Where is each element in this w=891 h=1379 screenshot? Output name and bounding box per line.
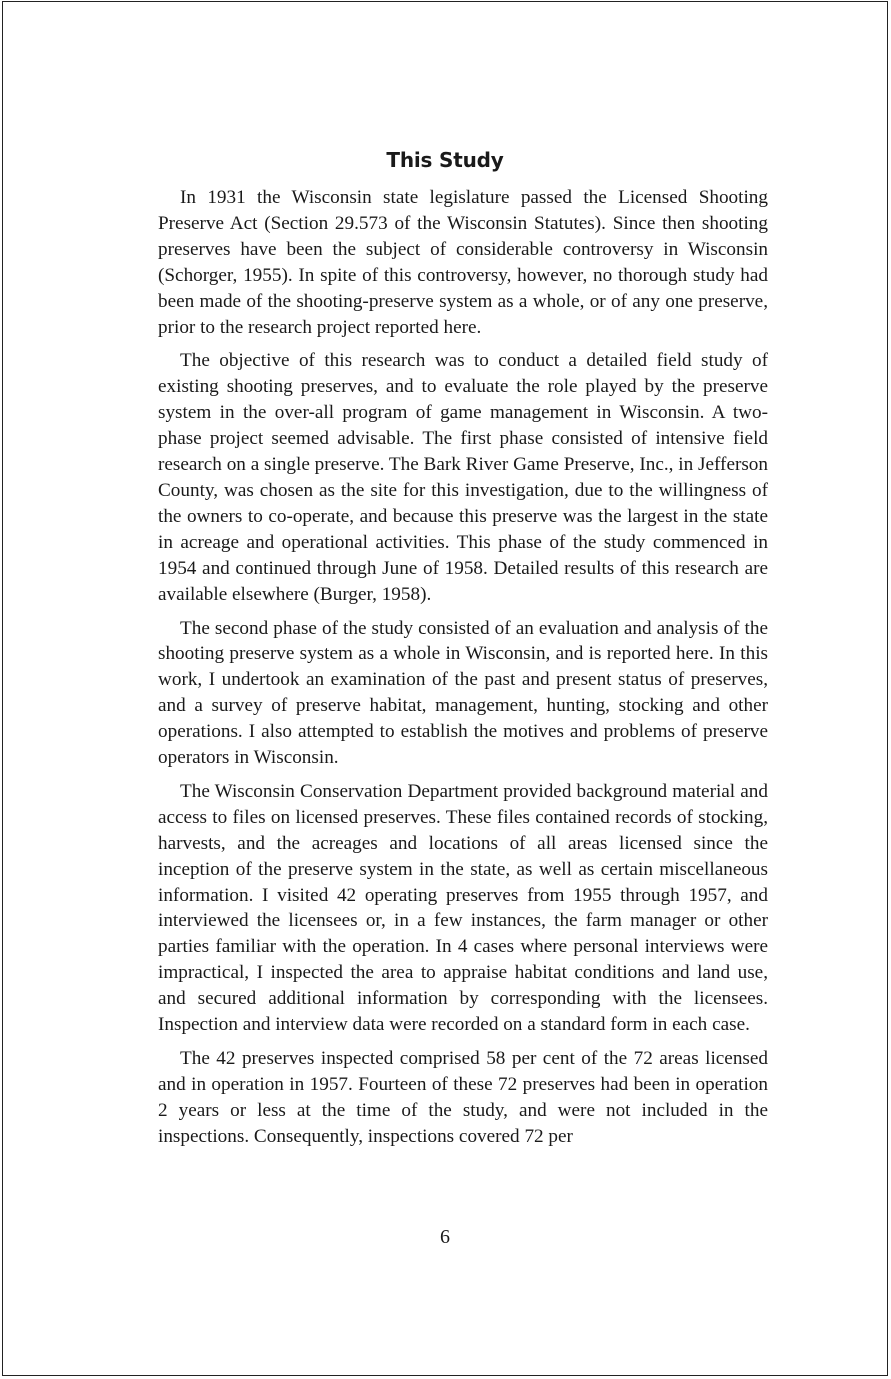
page-title: This Study	[386, 148, 504, 172]
document-page	[2, 1, 888, 1376]
body-text	[158, 185, 768, 1158]
paragraph-4: The Wisconsin Conservation Department provided background material and access to files on licensed preserves. These files contained records of stocking, harvests, and the acreages and locations of all areas licensed since the inception of the preserve system in the state, as well as certain miscellaneous information. I visited 42 operating preserves from 1955 through 1957, and interviewed the licensees or, in a few instances, the farm manager or other parties familiar with the operation. In 4 cases where personal interviews were impractical, I inspected the area to appraise habitat conditions and land use, and secured additional information by corresponding with the licensees. Inspection and interview data were recorded on a standard form in each case.	[158, 780, 768, 1036]
paragraph-5: The 42 preserves inspected comprised 58 per cent of the 72 areas licensed and in operation in 1957. Fourteen of these 72 preserves had been in operation 2 years or less at the time of the study, and were not included in the inspections. Consequently, inspections covered 72 per	[158, 1048, 768, 1147]
paragraph-1: In 1931 the Wisconsin state legislature passed the Licensed Shooting Preserve Act (Section 29.573 of the Wisconsin Statutes). Since then shooting preserves have been the subject of considerable controversy in Wisconsin (Schorger, 1955). In spite of this controversy, however, no thorough study had been made of the shooting-preserve system as a whole, or of any one preserve, prior to the research project reported here.	[158, 187, 768, 338]
page-number: 6	[440, 1226, 450, 1248]
paragraph-2: The objective of this research was to conduct a detailed field study of existing shooting preserves, and to evaluate the role played by the preserve system in the over-all program of game management in Wisconsin. A two-phase project seemed advisable. The first phase consisted of intensive field research on a single preserve. The Bark River Game Preserve, Inc., in Jefferson County, was chosen as the site for this investigation, due to the willingness of the owners to co-operate, and because this preserve was the largest in the state in acreage and operational activities. This phase of the study commenced in 1954 and continued through June of 1958. Detailed results of this research are available elsewhere (Burger, 1958).	[158, 350, 768, 605]
paragraph-3: The second phase of the study consisted of an evaluation and analysis of the shooting preserve system as a whole in Wisconsin, and is reported here. In this work, I undertook an examination of the past and present status of preserves, and a survey of preserve habitat, management, hunting, stocking and other operations. I also attempted to establish the motives and problems of preserve operators in Wisconsin.	[158, 617, 768, 769]
